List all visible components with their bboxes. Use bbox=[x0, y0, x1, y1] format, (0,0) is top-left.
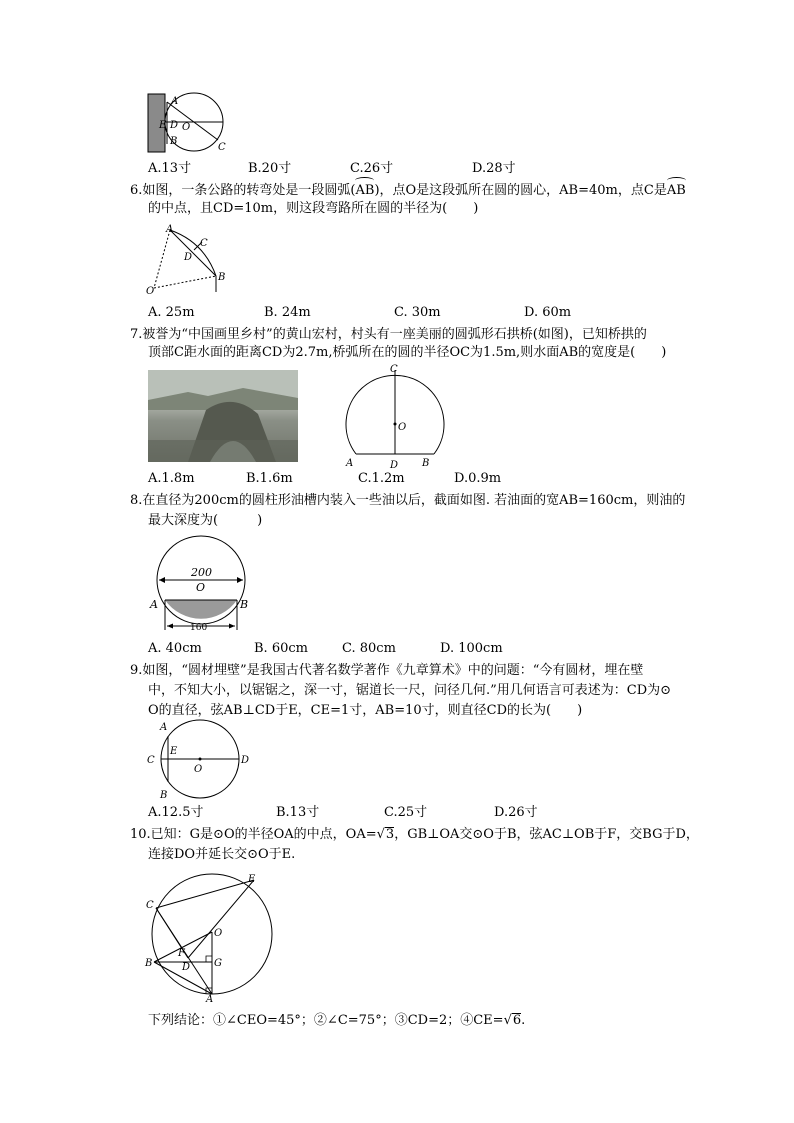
q8-option-a: A. 40cm bbox=[148, 641, 202, 656]
q6-option-a: A. 25m bbox=[148, 305, 195, 320]
q9-option-a: A.12.5寸 bbox=[148, 805, 204, 820]
q6-option-c: C. 30m bbox=[394, 305, 441, 320]
q9-figure bbox=[146, 718, 256, 800]
q6-option-d: D. 60m bbox=[524, 305, 572, 320]
q10-conclusions bbox=[148, 1012, 525, 1030]
q10-label-c: C bbox=[146, 900, 154, 911]
q10-label-g: G bbox=[214, 958, 222, 969]
q10-concl-post: . bbox=[521, 1013, 526, 1028]
q6-option-b: B. 24m bbox=[264, 305, 311, 320]
q5-option-b: B.20寸 bbox=[248, 161, 292, 176]
q9-label-a: A bbox=[160, 722, 168, 733]
q5-label-c: C bbox=[218, 142, 226, 153]
q8-label-b: B bbox=[240, 598, 249, 611]
q7-stem-line2: 顶部C距水面的距离CD为2.7m,桥弧所在的圆的半径OC为1.5m,则水面AB的宽度是( ) bbox=[148, 345, 667, 360]
q7-stem-line1: 7.被誉为“中国画里乡村”的黄山宏村，村头有一座美丽的圆弧形石拱桥(如图)，已知桥拱的 bbox=[130, 327, 647, 342]
q10-label-d: D bbox=[182, 962, 191, 973]
q9-label-e: E bbox=[170, 746, 178, 757]
q6-label-c: C bbox=[200, 238, 208, 249]
q5-option-a: A.13寸 bbox=[148, 161, 192, 176]
q7-label-d: D bbox=[390, 460, 399, 470]
q9-label-d: D bbox=[241, 755, 250, 766]
sqrt-sign: √ bbox=[503, 1013, 512, 1028]
q10-stem-line1 bbox=[130, 826, 699, 844]
q6-label-a: A bbox=[166, 224, 174, 235]
q10-concl-radicand: 6 bbox=[512, 1013, 522, 1028]
q9-option-d: D.26寸 bbox=[494, 805, 538, 820]
q6-label-d: D bbox=[184, 252, 193, 263]
q8-label-160: 160 bbox=[190, 623, 208, 633]
q6-stem-mid: )，点O是这段弧所在圆的圆心，AB=40m，点C是 bbox=[374, 183, 667, 198]
q8-option-c: C. 80cm bbox=[342, 641, 396, 656]
stone-bridge-photo bbox=[148, 370, 298, 462]
q9-stem-line2: 中，不知大小，以锯锯之，深一寸，锯道长一尺，问径几何.”用几何语言可表述为：CD为⊙ bbox=[148, 683, 672, 698]
q6-stem-pre: 6.如图，一条公路的转弯处是一段圆弧( bbox=[130, 183, 356, 198]
q10-label-o: O bbox=[214, 928, 223, 939]
q9-stem-line1: 9.如图，“圆材埋壁”是我国古代著名数学著作《九章算术》中的问题：“今有圆材，埋在壁 bbox=[130, 663, 644, 678]
q5-label-b: B bbox=[170, 136, 178, 147]
sqrt-sign: √ bbox=[376, 827, 385, 842]
q10-label-a: A bbox=[206, 994, 214, 1004]
q7-option-a: A.1.8m bbox=[148, 471, 195, 486]
q5-option-c: C.26寸 bbox=[350, 161, 394, 176]
q5-option-d: D.28寸 bbox=[472, 161, 516, 176]
q6-arc-ab: AB bbox=[355, 183, 375, 198]
q9-label-b: B bbox=[160, 790, 168, 800]
q7-label-c: C bbox=[390, 364, 398, 375]
q6-arc-ab-2: AB bbox=[666, 183, 686, 198]
q6-stem-line2: 的中点，且CD=10m，则这段弯路所在圆的半径为( ) bbox=[148, 201, 479, 216]
q10-stem-post: ，GB⊥OA交⊙O于B，弦AC⊥OB于F，交BG于D， bbox=[394, 827, 699, 842]
q5-label-d: D bbox=[170, 120, 179, 131]
q9-option-b: B.13寸 bbox=[276, 805, 320, 820]
q5-label-e: E bbox=[159, 120, 167, 131]
q8-stem-line1: 8.在直径为200cm的圆柱形油槽内装入一些油以后，截面如图. 若油面的宽AB=160cm，则油的 bbox=[130, 493, 686, 508]
q7-option-b: B.1.6m bbox=[246, 471, 293, 486]
q7-label-a: A bbox=[346, 458, 354, 469]
q10-label-f: F bbox=[178, 948, 185, 959]
q8-option-d: D. 100cm bbox=[440, 641, 503, 656]
q9-option-c: C.25寸 bbox=[384, 805, 428, 820]
q7-label-o: O bbox=[398, 422, 407, 433]
q9-label-c: C bbox=[147, 755, 155, 766]
q8-figure bbox=[146, 534, 256, 634]
q5-label-a: A bbox=[171, 96, 179, 107]
q8-label-o: O bbox=[196, 581, 206, 594]
q10-stem-pre: 10.已知：G是⊙O的半径OA的中点，OA= bbox=[130, 827, 377, 842]
q6-figure bbox=[144, 224, 230, 298]
q10-radicand: 3 bbox=[385, 827, 395, 842]
q10-figure bbox=[142, 870, 278, 1004]
q8-label-200: 200 bbox=[191, 566, 212, 579]
q5-figure bbox=[146, 92, 226, 154]
q10-concl-pre: 下列结论：①∠CEO=45°；②∠C=75°；③CD=2；④CE= bbox=[148, 1013, 504, 1028]
q8-option-b: B. 60cm bbox=[254, 641, 308, 656]
q5-label-o: O bbox=[182, 122, 191, 133]
q9-label-o: O bbox=[194, 764, 203, 775]
q6-label-b: B bbox=[218, 272, 226, 283]
q8-stem-line2: 最大深度为( ) bbox=[148, 513, 263, 528]
q10-stem-line2: 连接DO并延长交⊙O于E. bbox=[148, 847, 296, 862]
q7-label-b: B bbox=[422, 458, 430, 469]
q7-option-d: D.0.9m bbox=[454, 471, 502, 486]
q7-option-c: C.1.2m bbox=[358, 471, 405, 486]
q8-label-a: A bbox=[150, 598, 158, 611]
q10-label-b: B bbox=[145, 958, 153, 969]
q7-figure bbox=[340, 362, 450, 470]
q9-stem-line3: O的直径，弦AB⊥CD于E，CE=1寸，AB=10寸，则直径CD的长为( ) bbox=[148, 703, 583, 718]
q6-stem-line1 bbox=[130, 182, 686, 200]
q6-label-o: O bbox=[146, 286, 155, 297]
q10-label-e: E bbox=[248, 874, 256, 885]
